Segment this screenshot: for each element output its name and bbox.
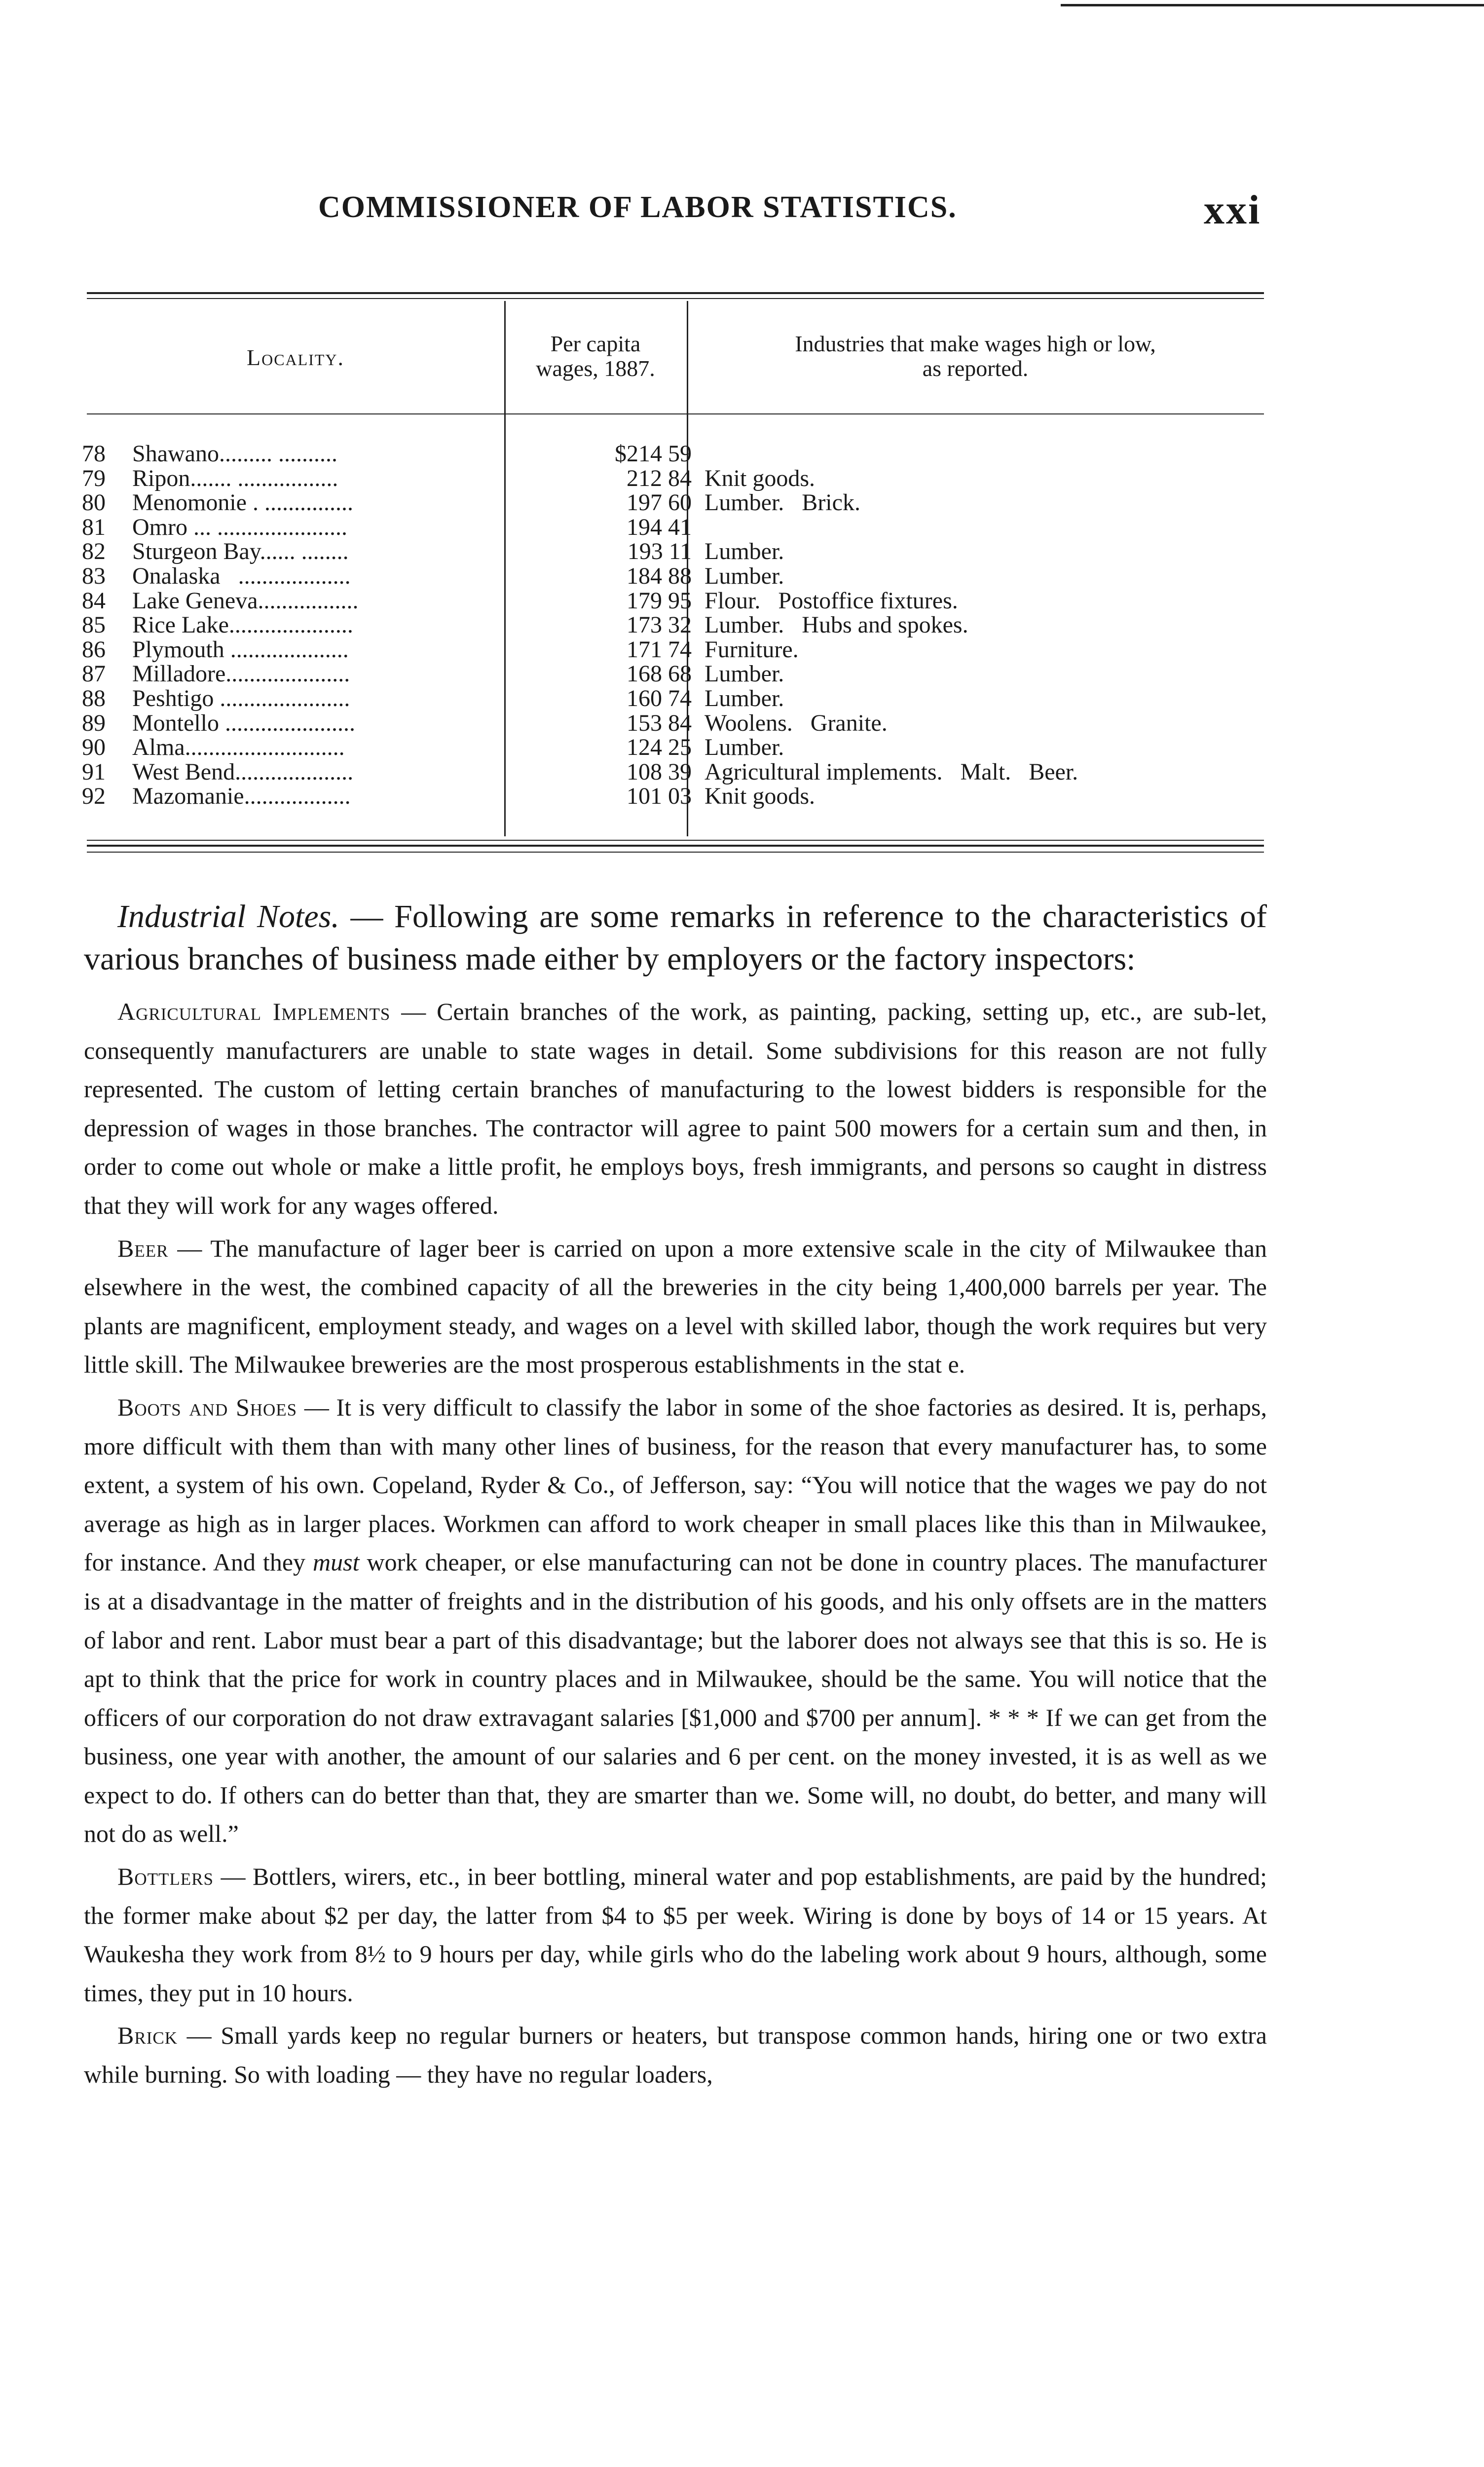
row-wages: 108 39 [627,758,692,785]
row-locality: Lake Geneva................. [132,587,359,614]
row-number: 87 [82,661,106,687]
note-boots-and-shoes [84,1388,1267,1853]
row-industries: Lumber. [705,661,784,687]
note-body: — Bottlers, wirers, etc., in beer bottling, mineral water and pop establishments, are paid by the hundred; the former make about $2 per day, the latter from $4 to $5 per week. Wiring is done by boys of 14 or 15 years. At Waukesha they work from 8½ to 9 hours per day, while girls who do the labeling work about 9 hours, although, some times, they put in 10 hours. [84,1863,1267,2007]
note-beer [84,1229,1267,1384]
row-locality: Alma........................... [132,734,345,761]
table-row [82,662,1276,686]
row-wages: 171 74 [627,636,692,663]
row-locality: West Bend.................... [132,758,354,785]
row-wages: 160 74 [627,685,692,711]
table-row [82,515,1276,540]
note-bottlers [84,1857,1267,2012]
row-number: 90 [82,734,106,761]
row-industries: Knit goods. [705,783,816,810]
row-industries: Furniture. [705,636,799,663]
header-wages-line2: wages, 1887. [536,356,655,381]
note-body-continued: work cheaper, or else manufacturing can not be done in country places. The manufacturer is at a disadvantage in the matter of freights and in the distribution of his goods, and his only offsets are in the matters of labor and rent. Labor must bear a part of this disadvantage; but the laborer does not always see that this is so. He is apt to think that the price for work in country places and in Milwaukee, should be the same. You will notice that the officers of our corporation do not draw extravagant salaries [$1,000 and $700 per annum]. * * * If we can get from the business, one year with another, the amount of our salaries and 6 per cent. on the money invested, it is as well as we expect to do. If others can do better than that, they are smarter than we. Some will, no doubt, do better, and many will not do as well.” [84,1548,1267,1848]
row-wages: 153 84 [627,710,692,736]
table-row [82,589,1276,613]
row-locality: Shawano......... .......... [132,441,337,467]
table-row [82,735,1276,760]
table-bottom-rule-2 [87,852,1264,853]
row-locality: Menomonie . ............... [132,489,353,516]
note-heading: Brick [117,2021,178,2050]
table-row [82,539,1276,564]
row-industries: Lumber. Hubs and spokes. [705,612,968,638]
note-brick [84,2016,1267,2093]
row-locality: Rice Lake..................... [132,612,353,638]
header-industries-line2: as reported. [922,356,1029,381]
row-wages: 197 60 [627,489,692,516]
row-industries: Woolens. Granite. [705,710,888,736]
table-row [82,637,1276,662]
row-number: 89 [82,710,106,736]
row-wages: 184 88 [627,563,692,589]
industrial-notes [84,896,1267,2098]
table-row [82,564,1276,589]
row-industries: Agricultural implements. Malt. Beer. [705,758,1078,785]
notes-intro-heading: Industrial Notes. [117,898,339,934]
row-locality: Onalaska ................... [132,563,351,589]
running-head [0,187,1484,239]
row-locality: Omro ... ...................... [132,514,347,540]
row-number: 80 [82,489,106,516]
notes-intro-body: — Following are some remarks in reference to the characteristics of various branches of business made either by employers or the factory inspectors: [84,898,1267,977]
note-heading: Bottlers [117,1863,214,1891]
note-body: — Small yards keep no regular burners or heaters, but transpose common hands, hiring one or two extra while burning. So with loading — they have no regular loaders, [84,2021,1267,2089]
row-number: 78 [82,441,106,467]
table-bottom-rule-thin [87,840,1264,841]
row-number: 88 [82,685,106,711]
row-locality: Montello ...................... [132,710,355,736]
table-row [82,490,1276,515]
row-number: 91 [82,758,106,785]
row-wages: 173 32 [627,612,692,638]
row-number: 85 [82,612,106,638]
row-locality: Mazomanie.................. [132,783,351,810]
table-top-rule-thin [87,298,1264,299]
row-locality: Sturgeon Bay...... ........ [132,538,349,565]
row-wages: 194 41 [627,514,692,540]
row-wages: 179 95 [627,587,692,614]
row-wages: 101 03 [627,783,692,810]
table-row [82,686,1276,711]
row-industries: Lumber. [705,734,784,761]
table-row [82,442,1276,466]
row-locality: Peshtigo ...................... [132,685,350,711]
note-heading: Beer [117,1234,169,1262]
table-row [82,711,1276,736]
row-locality: Ripon....... ................. [132,465,338,491]
running-head-title: COMMISSIONER OF LABOR STATISTICS. [318,190,957,224]
note-body: — The manufacture of lager beer is carried on upon a more extensive scale in the city of Milwaukee than elsewhere in the west, the combined capacity of all the breweries in the city being 1,400,000 barrels per year. The plants are magnificent, employment steady, and wages on a level with skilled labor, though the work requires but very little skill. The Milwaukee breweries are the most prosperous establishments in the stat e. [84,1234,1267,1379]
header-industries-line1: Industries that make wages high or low, [795,331,1156,356]
row-industries: Flour. Postoffice fixtures. [705,587,958,614]
row-industries: Lumber. [705,685,784,711]
note-heading: Agricultural Implements [117,998,391,1025]
table-row [82,466,1276,491]
header-wages-line1: Per capita [550,331,641,356]
top-edge-rule [1061,4,1484,6]
table-row [82,760,1276,785]
note-agricultural-implements [84,992,1267,1225]
note-body: — It is very difficult to classify the labor in some of the shoe factories as desired. It is, perhaps, more difficult with them than with many other lines of business, for the reason that every manufacturer has, to some extent, a system of his own. Copeland, Ryder & Co., of Jefferson, say: “You will notice that the wages we pay do not average as high as in larger places. Workmen can afford to work cheaper in small places like this than in Milwaukee, for instance. And they [84,1393,1267,1576]
row-wages: 193 11 [627,538,692,565]
row-industries: Knit goods. [705,465,816,491]
header-locality: Locality. [246,345,345,370]
note-body: — Certain branches of the work, as painting, packing, setting up, etc., are sub-let, consequently manufacturers are unable to state wages in detail. Some subdivisions for this reason are not fully represented. The custom of letting certain branches of manufacturing to the lowest bidders is responsible for the depression of wages in those branches. The contractor will agree to paint 500 mowers for a certain sum and then, in order to come out whole or make a little profit, he employs boys, fresh immigrants, and persons so caught in distress that they will work for any wages offered. [84,998,1267,1219]
row-wages: $214 59 [615,441,692,467]
table-bottom-rule [87,845,1264,847]
row-number: 86 [82,636,106,663]
row-locality: Plymouth .................... [132,636,349,663]
note-heading: Boots and Shoes [117,1393,297,1421]
row-number: 79 [82,465,106,491]
row-number: 92 [82,783,106,810]
row-industries: Lumber. [705,563,784,589]
row-wages: 168 68 [627,661,692,687]
header-bottom-rule [87,413,1264,414]
row-wages: 124 25 [627,734,692,761]
row-number: 81 [82,514,106,540]
table-top-rule [87,292,1264,294]
row-industries: Lumber. [705,538,784,565]
page-number: xxi [1204,187,1261,233]
table-row [82,613,1276,637]
row-industries: Lumber. Brick. [705,489,860,516]
notes-intro [84,896,1267,980]
row-locality: Milladore..................... [132,661,350,687]
row-number: 84 [82,587,106,614]
row-wages: 212 84 [627,465,692,491]
note-emphasis: must [313,1548,360,1576]
row-number: 83 [82,563,106,589]
row-number: 82 [82,538,106,565]
table-row [82,784,1276,809]
